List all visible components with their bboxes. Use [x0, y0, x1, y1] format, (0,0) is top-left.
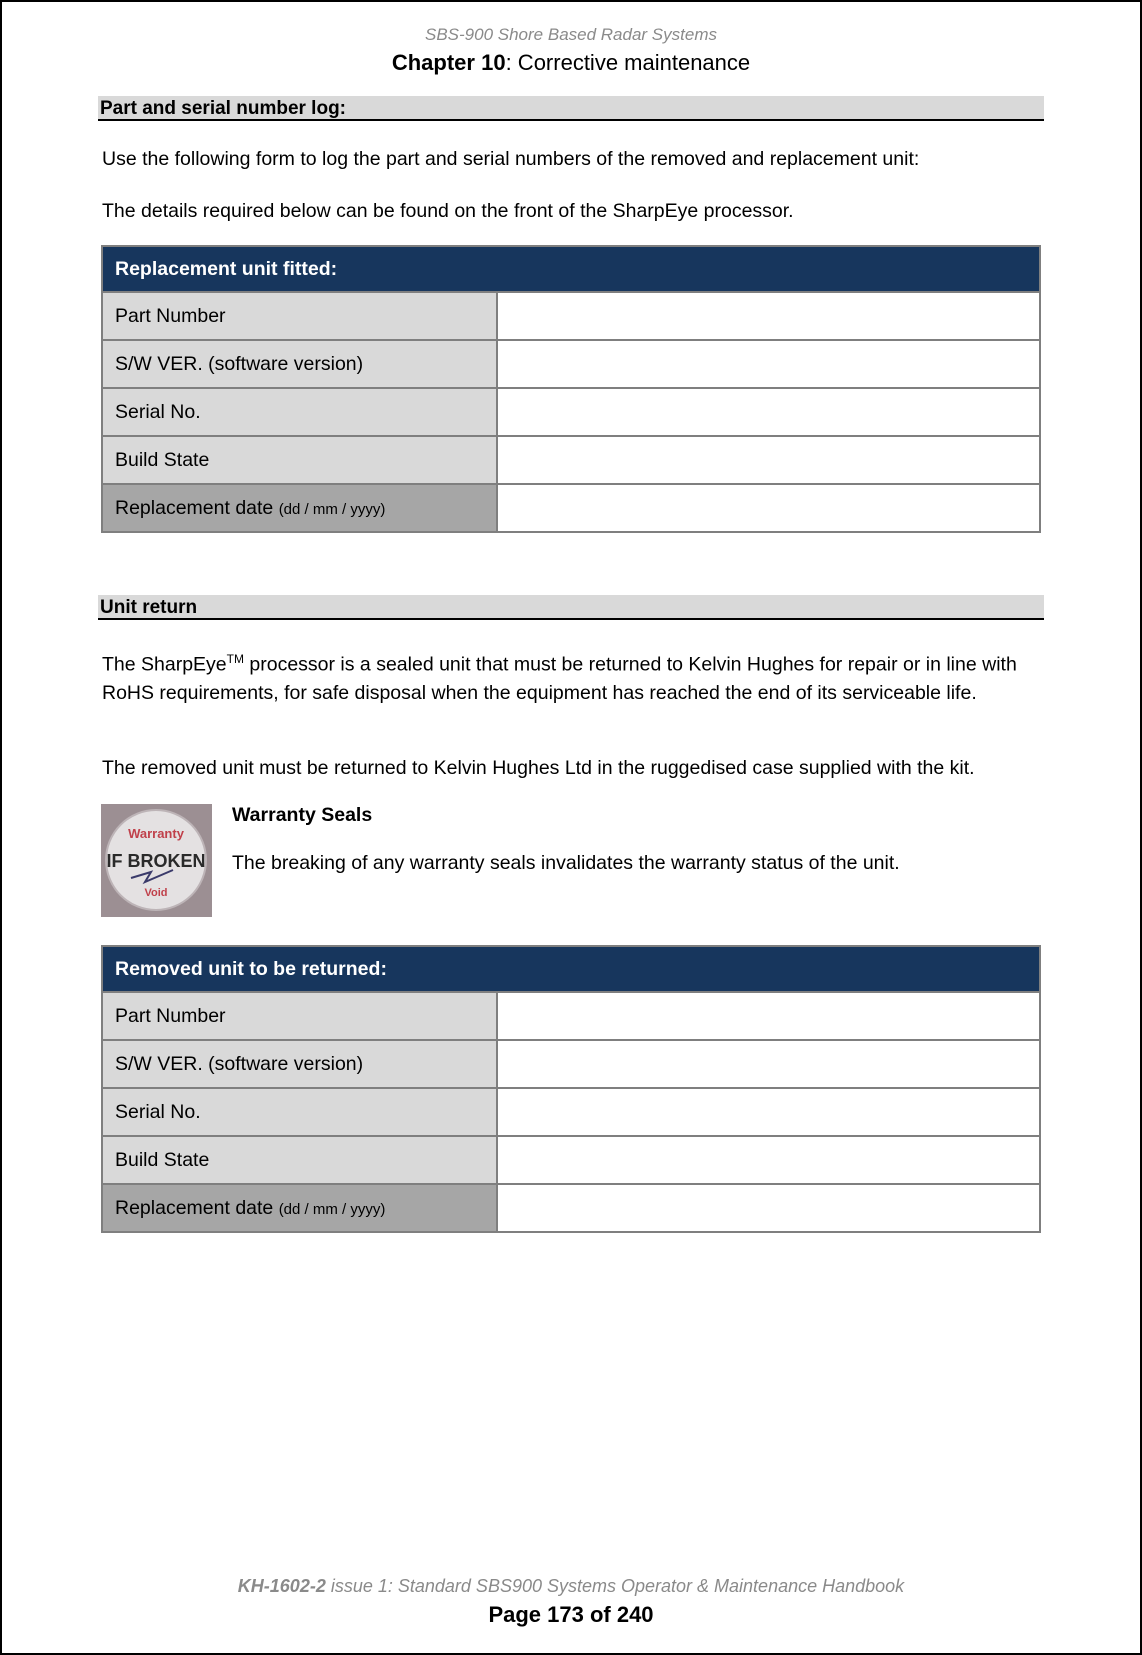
table-row [102, 1040, 1040, 1088]
part-number-field[interactable] [497, 992, 1040, 1040]
row-label: Replacement date (dd / mm / yyyy) [102, 484, 497, 532]
page-number: Page 173 of 240 [488, 1602, 654, 1627]
table-row [102, 992, 1040, 1040]
table-row [102, 1184, 1040, 1232]
row-label: Serial No. [102, 1088, 497, 1136]
replacement-date-field[interactable] [497, 484, 1040, 532]
row-label: S/W VER. (software version) [102, 340, 497, 388]
part-number-field[interactable] [497, 292, 1040, 340]
replacement-date-field[interactable] [497, 1184, 1040, 1232]
chapter-heading [2, 50, 1140, 76]
svg-text:IF BROKEN: IF BROKEN [106, 851, 206, 871]
section-heading-unit-return: Unit return [98, 595, 1044, 620]
chapter-title: : Corrective maintenance [505, 50, 751, 75]
row-label: Build State [102, 436, 497, 484]
removed-unit-table [101, 945, 1041, 1233]
footer-document-title: KH-1602-2 issue 1: Standard SBS900 Systems Operator & Maintenance Handbook [237, 1576, 905, 1596]
replacement-table-title: Replacement unit fitted: [102, 246, 1040, 292]
serial-number-field[interactable] [497, 1088, 1040, 1136]
table-row [102, 388, 1040, 436]
row-label: S/W VER. (software version) [102, 1040, 497, 1088]
table-row [102, 1088, 1040, 1136]
svg-text:Warranty: Warranty [128, 826, 184, 841]
table-row [102, 1136, 1040, 1184]
build-state-field[interactable] [497, 1136, 1040, 1184]
row-label: Part Number [102, 292, 497, 340]
table-row [102, 436, 1040, 484]
build-state-field[interactable] [497, 436, 1040, 484]
details-note-paragraph: The details required below can be found on the front of the SharpEye processor. [102, 200, 794, 222]
table-row [102, 484, 1040, 532]
return-case-paragraph: The removed unit must be returned to Kelvin Hughes Ltd in the ruggedised case supplied with the kit. [102, 757, 975, 779]
table-row [102, 340, 1040, 388]
serial-number-field[interactable] [497, 388, 1040, 436]
row-label: Serial No. [102, 388, 497, 436]
table-row [102, 292, 1040, 340]
row-label: Part Number [102, 992, 497, 1040]
warranty-seal-icon [101, 804, 212, 917]
warranty-seals-text: The breaking of any warranty seals invalidates the warranty status of the unit. [232, 852, 900, 874]
warranty-seals-title: Warranty Seals [232, 804, 373, 826]
svg-text:Void: Void [144, 887, 168, 899]
software-version-field[interactable] [497, 340, 1040, 388]
software-version-field[interactable] [497, 1040, 1040, 1088]
section-heading-log: Part and serial number log: [98, 96, 1044, 121]
intro-paragraph: Use the following form to log the part and serial numbers of the removed and replacement unit: [102, 148, 920, 170]
chapter-label: Chapter 10 [391, 50, 506, 75]
replacement-unit-table [101, 245, 1041, 533]
removed-table-title: Removed unit to be returned: [102, 946, 1040, 992]
return-paragraph: The SharpEye™ processor is a sealed unit that must be returned to Kelvin Hughes for repair or in line with RoHS requirements, for safe disposal when the equipment has reached the end of its serviceable life. [102, 652, 1017, 704]
system-title: SBS-900 Shore Based Radar Systems [425, 25, 717, 44]
row-label: Build State [102, 1136, 497, 1184]
row-label: Replacement date (dd / mm / yyyy) [102, 1184, 497, 1232]
